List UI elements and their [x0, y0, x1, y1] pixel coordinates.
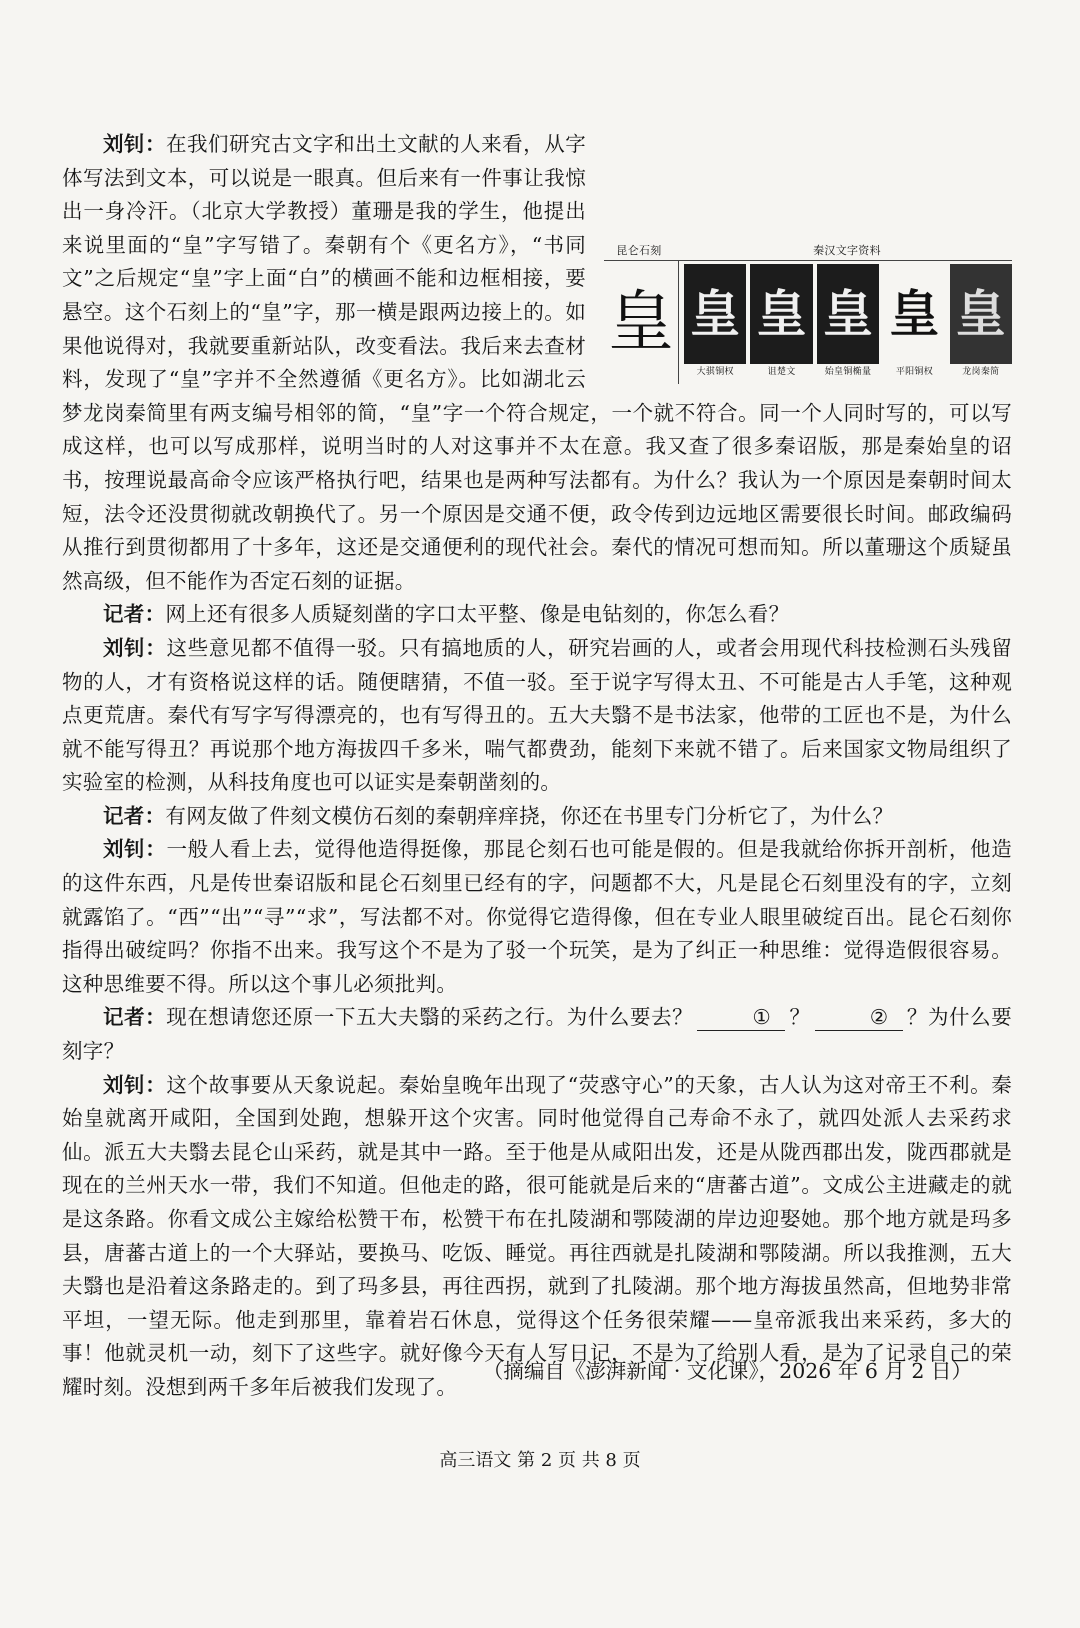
- figure-left-caption: 昆仑石刻: [616, 244, 662, 257]
- source-citation: （摘编自《澎湃新闻 · 文化课》，2026 年 6 月 2 日）: [482, 1359, 972, 1383]
- article-body: [62, 128, 1012, 1405]
- rubbing-caption: 龙岗秦简: [962, 367, 1000, 377]
- rubbing-caption: 诅楚文: [767, 367, 796, 377]
- paragraph: [62, 598, 1012, 632]
- paragraph: [62, 800, 1012, 834]
- rubbing-captions: [684, 366, 1012, 378]
- paragraph-text: 网上还有很多人质疑刻凿的字口太平整、像是电钻刻的，你怎么看？: [165, 602, 790, 627]
- figure-vertical-divider: [678, 260, 679, 384]
- paragraph: [62, 632, 1012, 800]
- question-text-mid: ？: [789, 1005, 811, 1030]
- paragraph-text: 在我们研究古文字和出土文献的人来看，从字体写法到文本，可以说是一眼真。但后来有一件事让我惊出一身冷汗。（北京大学教授）董珊是我的学生，他提出来说里面的“皇”字写错了。秦朝有个《更名方》，“书同文”之后规定“皇”字上面“白”的横画不能和边框相接，要悬空。这个石刻上的“皇”字，那一横是跟两边接上的。如果他说得对，我就要重新站队，改变看法。我后来去查材料，发现了“皇”字并不全然遵循《更名方》。比如湖北云梦龙岗秦简里有两支编号相邻的简，“皇”字一个符合规定，一个就不符合。同一个人同时写的，可以写成这样，也可以写成那样，说明当时的人对这事并不太在意。我又查了很多秦诏版，那是秦始皇的诏书，按理说最高命令应该严格执行吧，结果也是两种写法都有。为什么？我认为一个原因是秦朝时间太短，法令还没贯彻就改朝换代了。另一个原因是交通不便，政令传到边远地区需要很长时间。邮政编码从推行到贯彻都用了十多年，这还是交通便利的现代社会。秦代的情况可想而知。所以董珊这个质疑虽然高级，但不能作为否定石刻的证据。: [62, 132, 1012, 593]
- rubbing-tile: 皇: [817, 264, 879, 364]
- question-paragraph: [62, 1001, 1012, 1068]
- huang-character-figure: [604, 244, 1012, 384]
- rubbing-tile: 皇: [684, 264, 746, 364]
- page-footer: 高三语文 第 2 页 共 8 页: [439, 1450, 641, 1471]
- question-text-after: ？为什么要刻字？: [62, 1005, 1012, 1064]
- paragraph: [62, 833, 1012, 1001]
- paragraph-text: 这个故事要从天象说起。秦始皇晚年出现了“荧惑守心”的天象，古人认为这对帝王不利。秦始皇就离开咸阳，全国到处跑，想躲开这个灾害。同时他觉得自己寿命不永了，就四处派人去采药求仙。派五大夫翳去昆仑山采药，就是其中一路。至于他是从咸阳出发，还是从陇西郡出发，陇西郡就是现在的兰州天水一带，我们不知道。但他走的路，很可能就是后来的“唐蕃古道”。文成公主进藏走的就是这条路。你看文成公主嫁给松赞干布，松赞干布在扎陵湖和鄂陵湖的岸边迎娶她。那个地方就是玛多县，唐蕃古道上的一个大驿站，要换马、吃饭、睡觉。再往西就是扎陵湖和鄂陵湖。所以我推测，五大夫翳也是沿着这条路走的。到了玛多县，再往西拐，就到了扎陵湖。那个地方海拔虽然高，但地势非常平坦，一望无际。他走到那里，靠着岩石休息，觉得这个任务很荣耀——皇帝派我出来采药，多大的事！他就灵机一动，刻下了这些字。就好像今天有人写日记，不是为了给别人看，是为了记录自己的荣耀时刻。没想到两千多年后被我们发现了。: [62, 1072, 1012, 1399]
- rubbing-tile: 皇: [950, 264, 1012, 364]
- speaker-label: 记者：: [103, 1005, 167, 1030]
- rubbing-caption: 平阳铜权: [895, 367, 934, 377]
- question-text-before: 现在想请您还原一下五大夫翳的采药之行。为什么要去？: [166, 1005, 694, 1030]
- rubbing-tile: 皇: [883, 264, 945, 364]
- figure-divider: [604, 260, 1012, 261]
- answer-blank-1[interactable]: ①: [697, 1004, 785, 1031]
- paragraph-text: 一般人看上去，觉得他造得挺像，那昆仑刻石也可能是假的。但是我就给你拆开剖析，他造的这件东西，凡是传世秦诏版和昆仑石刻里已经有的字，问题都不大，凡是昆仑石刻里没有的字，立刻就露馅了。“西”“出”“寻”“求”，写法都不对。你觉得它造得像，但在专业人眼里破绽百出。昆仑石刻你指得出破绽吗？你指不出来。我写这个不是为了驳一个玩笑，是为了纠正一种思维：觉得造假很容易。这种思维要不得。所以这个事儿必须批判。: [62, 837, 1013, 996]
- speaker-label: 刘钊：: [103, 132, 167, 156]
- speaker-label: 记者：: [103, 803, 166, 828]
- paragraph-text: 有网友做了件刻文模仿石刻的秦朝痒痒挠，你还在书里专门分析它了，为什么？: [165, 803, 894, 828]
- speaker-label: 刘钊：: [103, 837, 167, 862]
- rubbing-tiles: [684, 264, 1012, 364]
- rubbing-caption: 始皇铜椭量: [824, 367, 872, 377]
- answer-blank-2[interactable]: ②: [815, 1004, 903, 1031]
- speaker-label: 记者：: [103, 602, 166, 627]
- figure-right-caption: 秦汉文字资料: [813, 244, 881, 257]
- rubbing-tile: 皇: [750, 264, 812, 364]
- kunlun-huang-glyph: 皇: [607, 283, 675, 361]
- paragraph-text: 这些意见都不值得一驳。只有搞地质的人，研究岩画的人，或者会用现代科技检测石头残留物的人，才有资格说这样的话。随便瞎猜，不值一驳。至于说字写得太丑、不可能是古人手笔，这种观点更荒唐。秦代有写字写得漂亮的，也有写得丑的。五大夫翳不是书法家，他带的工匠也不是，为什么就不能写得丑？再说那个地方海拔四千多米，喘气都费劲，能刻下来就不错了。后来国家文物局组织了实验室的检测，从科技角度也可以证实是秦朝凿刻的。: [62, 635, 1013, 795]
- speaker-label: 刘钊：: [103, 635, 167, 660]
- rubbing-caption: 大骐铜权: [696, 367, 734, 377]
- speaker-label: 刘钊：: [103, 1072, 167, 1097]
